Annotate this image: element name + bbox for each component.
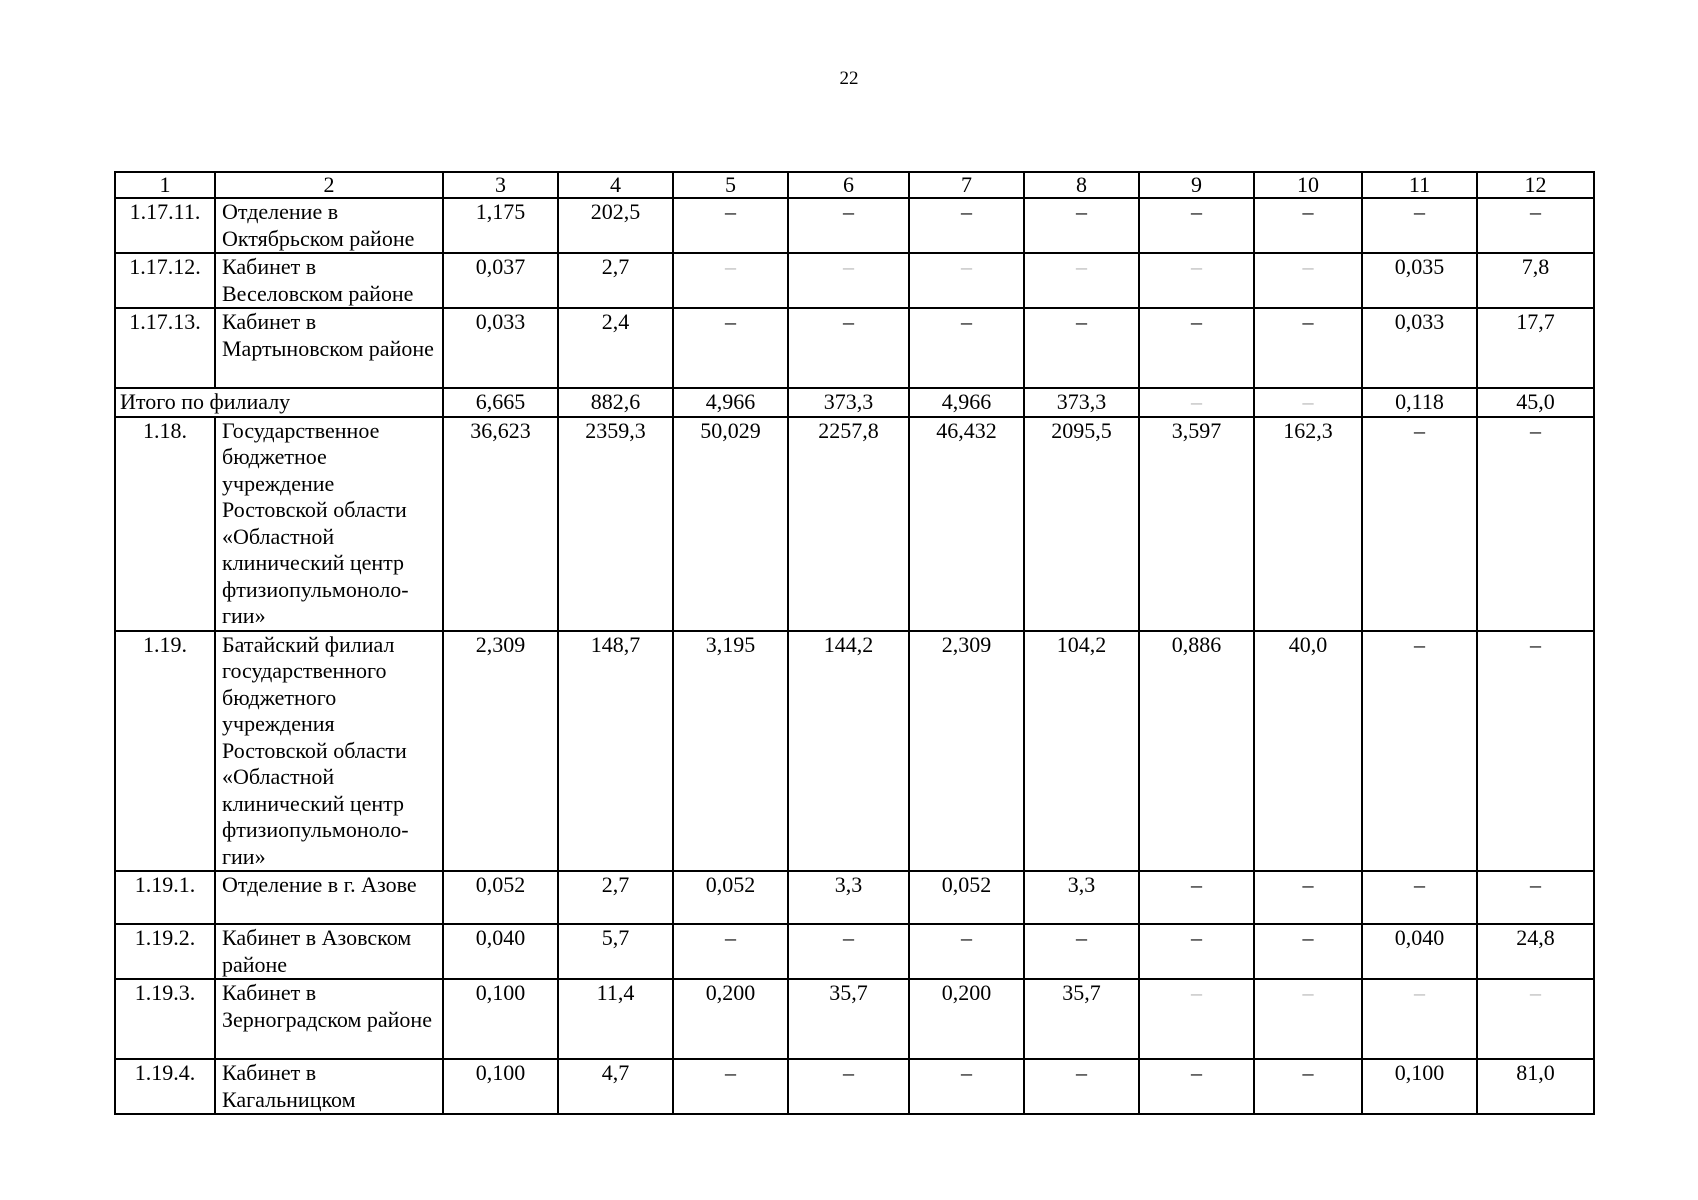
row-name: Отделение в г. Азове	[215, 871, 443, 924]
cell-value: –	[1024, 308, 1139, 388]
cell-value: 104,2	[1024, 631, 1139, 872]
table-row-total	[115, 388, 1594, 417]
data-table	[114, 171, 1595, 1115]
cell-value: –	[1139, 388, 1254, 417]
cell-value: 36,623	[443, 417, 558, 631]
cell-value: 3,3	[788, 871, 909, 924]
row-name: Отделение в Октябрьском районе	[215, 198, 443, 253]
cell-value: 882,6	[558, 388, 673, 417]
cell-value: –	[673, 253, 788, 308]
cell-value: –	[1254, 1059, 1362, 1114]
cell-value: –	[1024, 924, 1139, 979]
cell-value: –	[788, 1059, 909, 1114]
cell-value: –	[1139, 871, 1254, 924]
cell-value: 1,175	[443, 198, 558, 253]
cell-value: –	[673, 198, 788, 253]
cell-value: –	[1254, 253, 1362, 308]
row-name: Кабинет в Зерноградском районе	[215, 979, 443, 1059]
cell-value: –	[673, 1059, 788, 1114]
table-row	[115, 631, 1594, 872]
cell-value: –	[1362, 871, 1477, 924]
cell-value: –	[1254, 388, 1362, 417]
row-number: 1.17.11.	[115, 198, 215, 253]
cell-value: 162,3	[1254, 417, 1362, 631]
cell-value: –	[1254, 871, 1362, 924]
cell-value: –	[909, 924, 1024, 979]
cell-value: –	[1024, 1059, 1139, 1114]
cell-value: 0,040	[443, 924, 558, 979]
row-name: Кабинет в Мартыновском районе	[215, 308, 443, 388]
cell-value: 0,886	[1139, 631, 1254, 872]
cell-value: 373,3	[1024, 388, 1139, 417]
row-name: Государственное бюджетное учреждение Ростовской области «Областной клинический центр фтизиопульмоноло-гии»	[215, 417, 443, 631]
cell-value: 0,100	[443, 979, 558, 1059]
cell-value: 4,7	[558, 1059, 673, 1114]
column-header: 5	[673, 172, 788, 198]
row-number: 1.19.	[115, 631, 215, 872]
cell-value: 0,052	[909, 871, 1024, 924]
cell-value: –	[1024, 198, 1139, 253]
page-number: 22	[839, 68, 859, 89]
cell-value: 373,3	[788, 388, 909, 417]
table-row	[115, 979, 1594, 1059]
cell-value: 50,029	[673, 417, 788, 631]
row-name: Кабинет в Кагальницком	[215, 1059, 443, 1114]
cell-value: 2095,5	[1024, 417, 1139, 631]
cell-value: 2257,8	[788, 417, 909, 631]
cell-value: 3,597	[1139, 417, 1254, 631]
row-number: 1.17.13.	[115, 308, 215, 388]
row-number: 1.18.	[115, 417, 215, 631]
column-header: 10	[1254, 172, 1362, 198]
cell-value: 144,2	[788, 631, 909, 872]
table-row	[115, 924, 1594, 979]
cell-value: –	[1139, 1059, 1254, 1114]
cell-value: 0,118	[1362, 388, 1477, 417]
cell-value: –	[1362, 979, 1477, 1059]
cell-value: 40,0	[1254, 631, 1362, 872]
table-row	[115, 308, 1594, 388]
cell-value: –	[788, 253, 909, 308]
cell-value: 0,100	[443, 1059, 558, 1114]
cell-value: –	[1362, 417, 1477, 631]
cell-value: –	[1139, 198, 1254, 253]
cell-value: 4,966	[673, 388, 788, 417]
cell-value: 2,4	[558, 308, 673, 388]
cell-value: –	[788, 308, 909, 388]
row-number: 1.17.12.	[115, 253, 215, 308]
table-row	[115, 417, 1594, 631]
cell-value: –	[909, 308, 1024, 388]
table-header-row	[115, 172, 1594, 198]
cell-value: 0,037	[443, 253, 558, 308]
cell-value: 35,7	[788, 979, 909, 1059]
cell-value: –	[1477, 417, 1594, 631]
row-number: 1.19.2.	[115, 924, 215, 979]
table-row	[115, 253, 1594, 308]
cell-value: 0,033	[443, 308, 558, 388]
cell-value: –	[1139, 253, 1254, 308]
cell-value: 0,200	[909, 979, 1024, 1059]
cell-value: –	[1254, 979, 1362, 1059]
cell-value: –	[1254, 924, 1362, 979]
column-header: 11	[1362, 172, 1477, 198]
cell-value: –	[1477, 871, 1594, 924]
row-number: 1.19.1.	[115, 871, 215, 924]
table-row	[115, 871, 1594, 924]
row-name: Кабинет в Азовском районе	[215, 924, 443, 979]
column-header: 9	[1139, 172, 1254, 198]
cell-value: –	[909, 1059, 1024, 1114]
cell-value: –	[1254, 308, 1362, 388]
column-header: 1	[115, 172, 215, 198]
total-label: Итого по филиалу	[115, 388, 443, 417]
cell-value: 35,7	[1024, 979, 1139, 1059]
cell-value: –	[788, 924, 909, 979]
cell-value: 11,4	[558, 979, 673, 1059]
row-number: 1.19.4.	[115, 1059, 215, 1114]
cell-value: –	[1139, 308, 1254, 388]
cell-value: 0,052	[673, 871, 788, 924]
cell-value: 2,309	[443, 631, 558, 872]
cell-value: 3,3	[1024, 871, 1139, 924]
cell-value: –	[1362, 631, 1477, 872]
row-name: Кабинет в Веселовском районе	[215, 253, 443, 308]
cell-value: 4,966	[909, 388, 1024, 417]
cell-value: 0,200	[673, 979, 788, 1059]
cell-value: –	[909, 198, 1024, 253]
cell-value: 148,7	[558, 631, 673, 872]
row-name: Батайский филиал государственного бюджетного учреждения Ростовской области «Областной клинический центр фтизиопульмоноло-гии»	[215, 631, 443, 872]
cell-value: 202,5	[558, 198, 673, 253]
cell-value: 5,7	[558, 924, 673, 979]
column-header: 2	[215, 172, 443, 198]
cell-value: –	[1477, 979, 1594, 1059]
cell-value: –	[673, 924, 788, 979]
cell-value: 7,8	[1477, 253, 1594, 308]
column-header: 6	[788, 172, 909, 198]
cell-value: 2,7	[558, 871, 673, 924]
cell-value: 46,432	[909, 417, 1024, 631]
row-number: 1.19.3.	[115, 979, 215, 1059]
table-row	[115, 198, 1594, 253]
cell-value: 0,040	[1362, 924, 1477, 979]
cell-value: 0,033	[1362, 308, 1477, 388]
cell-value: 6,665	[443, 388, 558, 417]
column-header: 7	[909, 172, 1024, 198]
cell-value: –	[1477, 198, 1594, 253]
column-header: 4	[558, 172, 673, 198]
cell-value: 3,195	[673, 631, 788, 872]
column-header: 8	[1024, 172, 1139, 198]
cell-value: –	[909, 253, 1024, 308]
cell-value: –	[1254, 198, 1362, 253]
table-row	[115, 1059, 1594, 1114]
cell-value: –	[788, 198, 909, 253]
cell-value: –	[1139, 924, 1254, 979]
cell-value: 24,8	[1477, 924, 1594, 979]
cell-value: –	[1477, 631, 1594, 872]
cell-value: –	[673, 308, 788, 388]
cell-value: –	[1024, 253, 1139, 308]
cell-value: 2359,3	[558, 417, 673, 631]
column-header: 12	[1477, 172, 1594, 198]
cell-value: –	[1139, 979, 1254, 1059]
cell-value: 0,035	[1362, 253, 1477, 308]
cell-value: 45,0	[1477, 388, 1594, 417]
cell-value: 0,100	[1362, 1059, 1477, 1114]
column-header: 3	[443, 172, 558, 198]
cell-value: 17,7	[1477, 308, 1594, 388]
cell-value: –	[1362, 198, 1477, 253]
cell-value: 81,0	[1477, 1059, 1594, 1114]
cell-value: 0,052	[443, 871, 558, 924]
cell-value: 2,309	[909, 631, 1024, 872]
cell-value: 2,7	[558, 253, 673, 308]
